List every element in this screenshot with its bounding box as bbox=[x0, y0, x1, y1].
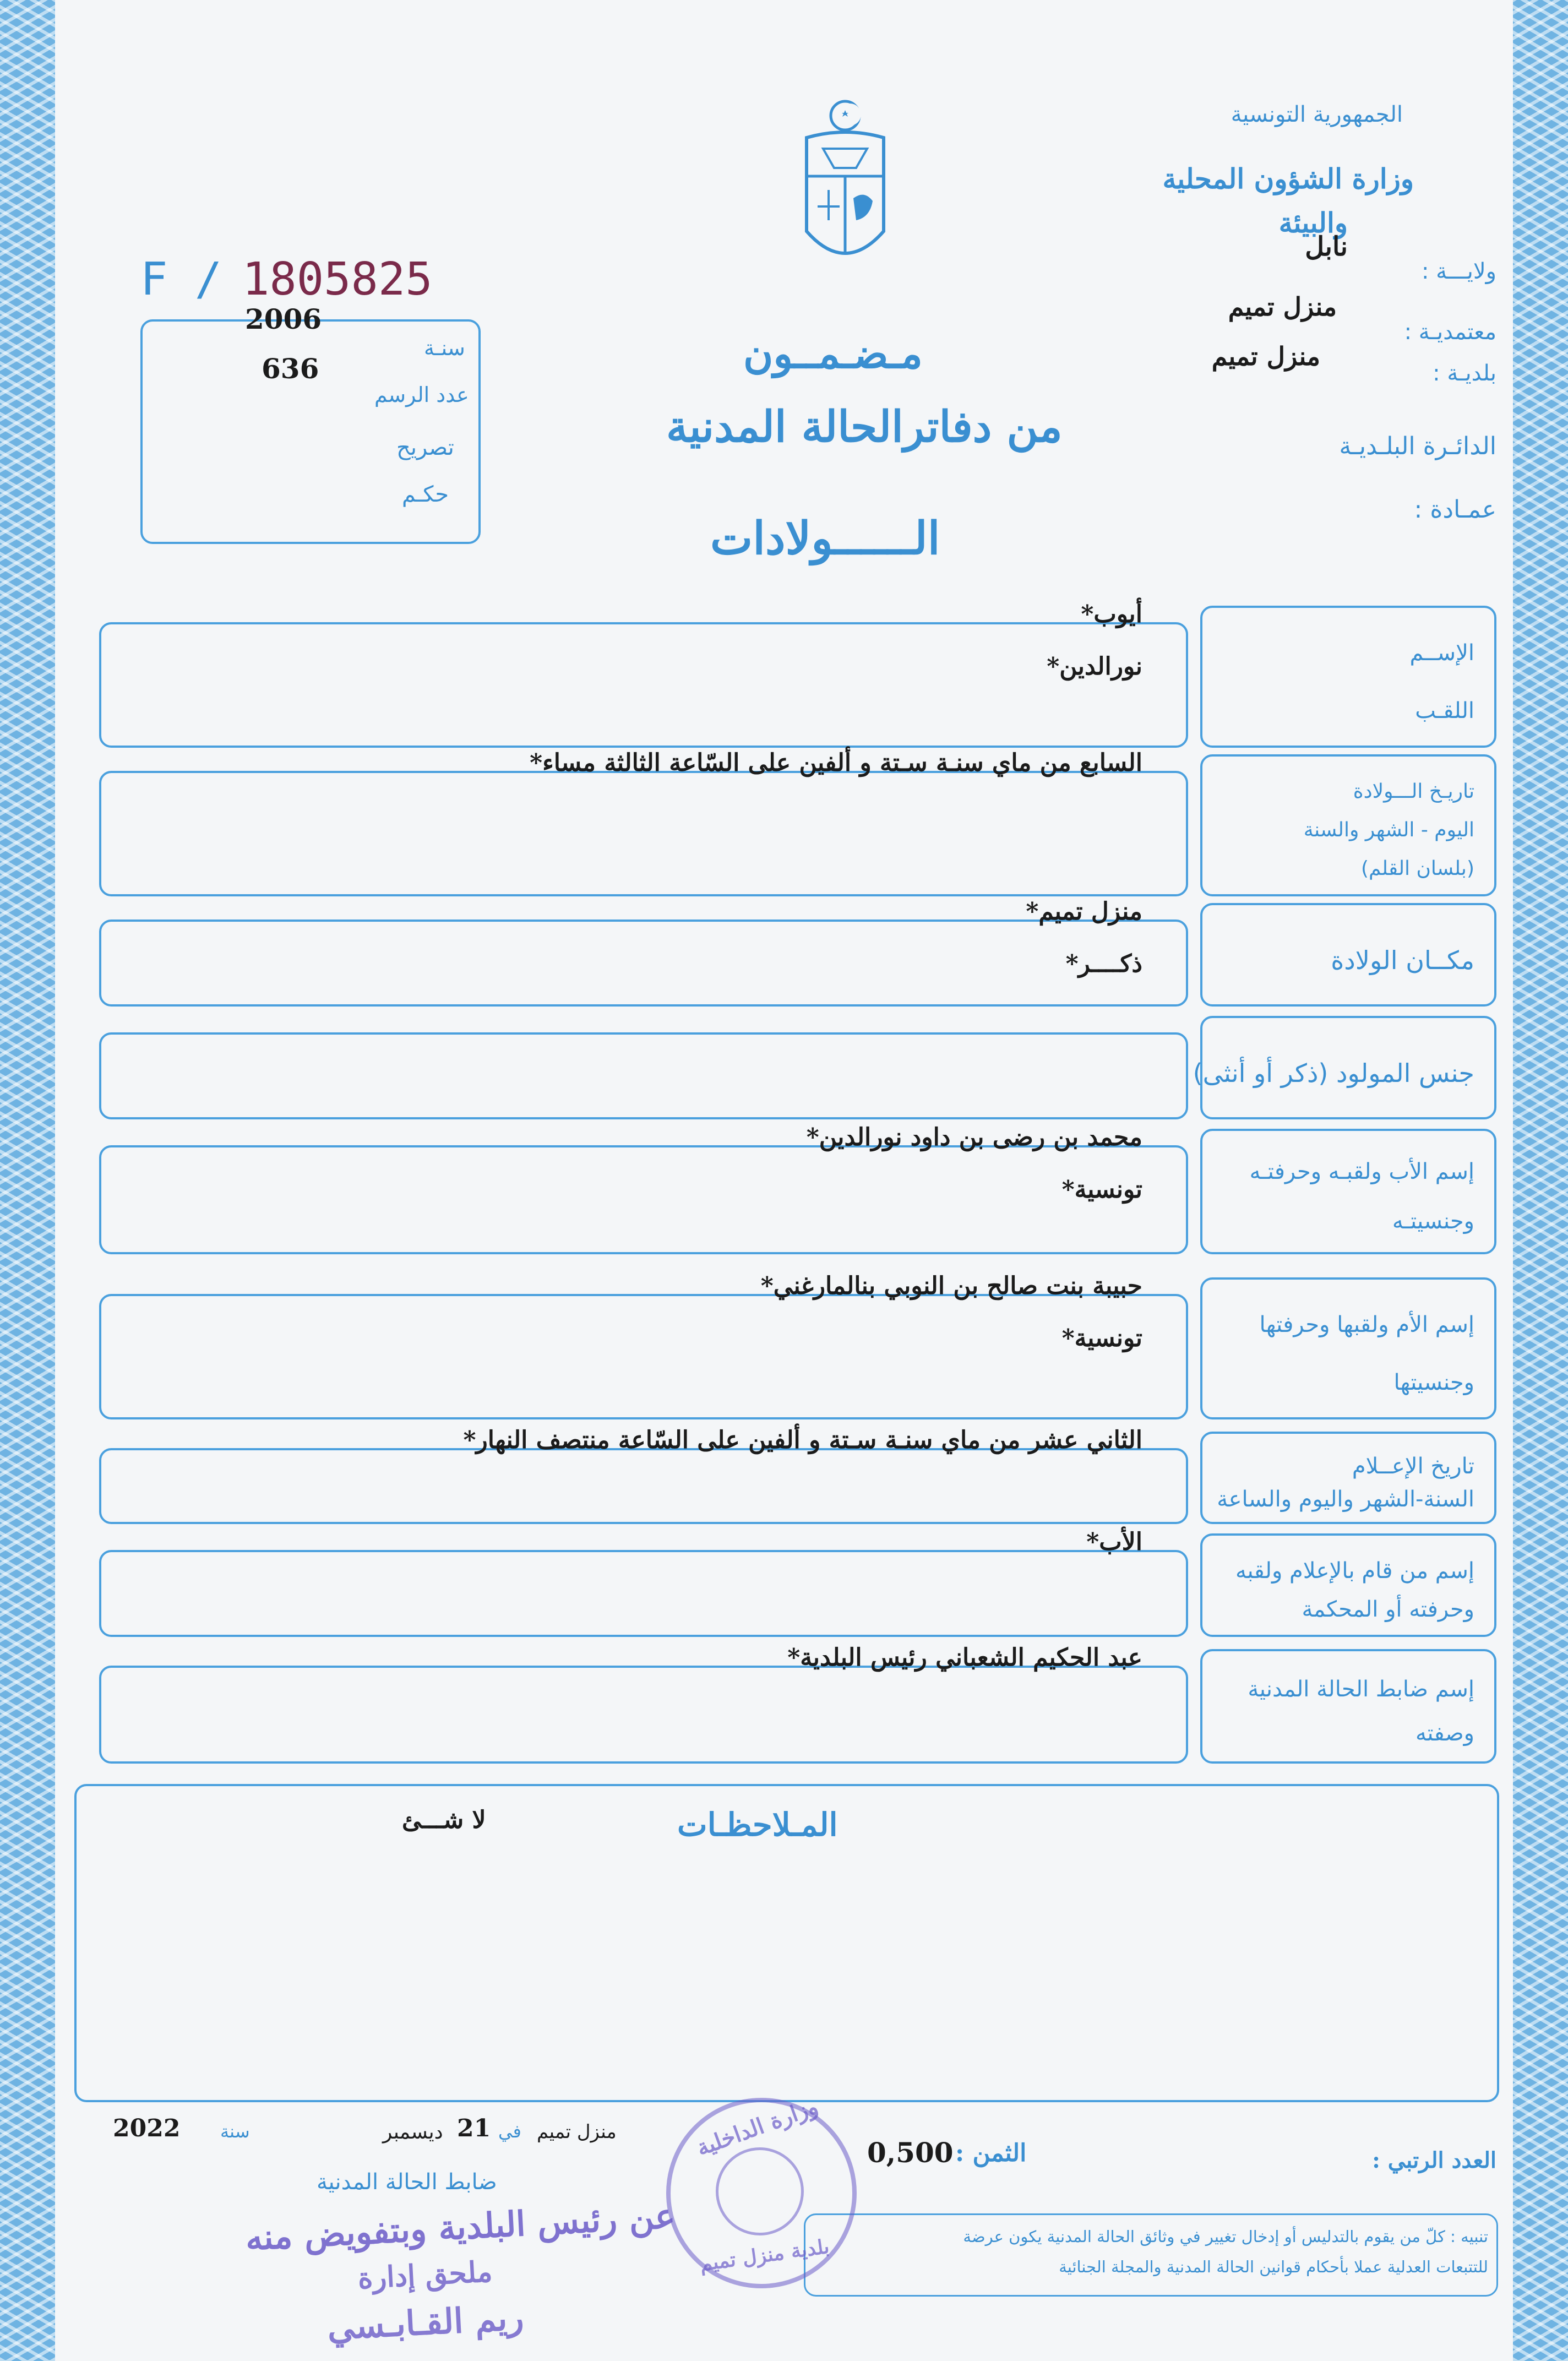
row-7-value-line-1: الثاني عشر من ماي سنـة سـتة و ألفين على السّاعة منتصف النهار* bbox=[463, 1426, 1142, 1454]
right-guilloche-border bbox=[1513, 0, 1568, 2361]
officer-stamp-line1: عن رئيس البلدية وبتفويض منه bbox=[244, 2195, 677, 2259]
row-2-value-box bbox=[99, 771, 1188, 896]
row-1-label-box bbox=[1200, 606, 1496, 748]
price-value: 0,500 bbox=[867, 2136, 954, 2169]
row-7-value-box bbox=[99, 1448, 1188, 1524]
row-1-label-line-2: اللقـب bbox=[1415, 698, 1474, 723]
officer-stamp-line3: ريم القـابـسي bbox=[326, 2297, 525, 2348]
title-line1: مـضـمــون bbox=[743, 330, 923, 378]
row-3-value-line-1: منزل تميم* bbox=[1026, 897, 1142, 926]
row-6-value-line-2: تونسية* bbox=[1061, 1324, 1142, 1352]
delegation-label: معتمديـة : bbox=[1404, 319, 1496, 345]
registration-number-label: عدد الرسم bbox=[374, 383, 469, 407]
row-1-value-line-1: أيوب* bbox=[1081, 600, 1142, 628]
row-4-label-line-1: جنس المولود (ذكر أو أنثى) bbox=[1193, 1058, 1474, 1088]
tunisia-coat-of-arms-icon bbox=[793, 94, 897, 281]
footer-month: ديسمبر bbox=[383, 2121, 443, 2144]
row-8-label-line-1: إسم من قام بالإعلام ولقبه bbox=[1235, 1558, 1474, 1584]
row-6-value-line-1: حبيبة بنت صالح بن النوبي بنالمارغني* bbox=[760, 1272, 1142, 1300]
footer-day: 21 bbox=[457, 2114, 491, 2142]
serial-prefix: F / bbox=[140, 253, 222, 306]
row-9-value-box bbox=[99, 1666, 1188, 1764]
remarks-label: المـلاحظـات bbox=[677, 1806, 838, 1843]
row-7-label-line-2: السنة-الشهر واليوم والساعة bbox=[1217, 1487, 1474, 1512]
round-stamp-top-text: وزارة الداخلية bbox=[693, 2093, 821, 2162]
notice-line1: تنبيه : كلّ من يقوم بالتدليس أو إدخال تغيير في وثائق الحالة المدنية يكون عرضة bbox=[963, 2227, 1488, 2246]
row-6-label-line-1: إسم الأم ولقبها وحرفتها bbox=[1259, 1312, 1474, 1337]
wilaya-label: ولايـــة : bbox=[1421, 259, 1496, 284]
row-7-label-line-1: تاريخ الإعــلام bbox=[1352, 1454, 1474, 1479]
registration-number-value: 636 bbox=[262, 352, 319, 385]
municipality-label: بلديـة : bbox=[1433, 361, 1496, 386]
wilaya-value: نابل bbox=[1305, 231, 1348, 262]
serial-number-label: العدد الرتبي : bbox=[1372, 2147, 1496, 2173]
delegation-value: منزل تميم bbox=[1228, 292, 1337, 322]
row-9-label-line-2: وصفته bbox=[1415, 1721, 1474, 1746]
officer-signature-stamp bbox=[244, 2193, 677, 2361]
row-9-label-box bbox=[1200, 1649, 1496, 1764]
row-3-value-line-2: ذكــــر* bbox=[1065, 950, 1142, 978]
section-title-births: الــــــولادات bbox=[710, 512, 940, 565]
row-5-label-line-1: إسم الأب ولقبـه وحرفتـه bbox=[1249, 1159, 1474, 1184]
ministry-line2: والبيئة bbox=[1278, 206, 1348, 239]
row-8-label-line-2: وحرفته أو المحكمة bbox=[1302, 1597, 1474, 1622]
notice-box bbox=[804, 2213, 1498, 2297]
row-2-label-line-3: (بلسان القلم) bbox=[1360, 857, 1474, 880]
notice-line2: للتتبعات العدلية عملا بأحكام قوانين الحالة المدنية والمجلة الجنائية bbox=[1059, 2257, 1488, 2276]
row-6-value-box bbox=[99, 1294, 1188, 1419]
row-3-value-box bbox=[99, 920, 1188, 1007]
row-8-value-box bbox=[99, 1550, 1188, 1637]
title-line2: من دفاترالحالة المدنية bbox=[666, 402, 1063, 452]
row-1-value-line-2: نورالدين* bbox=[1047, 652, 1142, 681]
row-9-value-line-1: عبد الحكيم الشعباني رئيس البلدية* bbox=[787, 1644, 1142, 1672]
declaration-label: تصريح bbox=[396, 435, 454, 460]
row-5-label-box bbox=[1200, 1129, 1496, 1254]
footer-on-label: في bbox=[498, 2121, 521, 2142]
officer-stamp-line2: ملحق إدارة bbox=[357, 2255, 493, 2295]
price-label: الثمن : bbox=[955, 2139, 1027, 2167]
omda-label: عمـادة : bbox=[1414, 496, 1496, 524]
row-5-label-line-2: وجنسيتـه bbox=[1392, 1209, 1474, 1234]
municipality-value: منزل تميم bbox=[1211, 341, 1320, 371]
row-1-label-line-1: الإســم bbox=[1409, 640, 1474, 666]
footer-year-label: سنة bbox=[220, 2121, 250, 2142]
officer-title: ضابط الحالة المدنية bbox=[317, 2169, 497, 2195]
ministry-line1: وزارة الشؤون المحلية bbox=[1162, 162, 1414, 195]
footer-place: منزل تميم bbox=[537, 2121, 617, 2143]
serial-number: 1805825 bbox=[242, 253, 433, 306]
row-6-label-line-2: وجنسيتها bbox=[1393, 1369, 1474, 1395]
row-5-value-line-1: محمد بن رضى بن داود نورالدين* bbox=[806, 1123, 1142, 1151]
republic-name: الجمهورية التونسية bbox=[1231, 102, 1403, 127]
row-2-label-line-2: اليوم - الشهر والسنة bbox=[1303, 819, 1474, 841]
left-guilloche-border bbox=[0, 0, 55, 2361]
row-5-value-line-2: تونسية* bbox=[1061, 1176, 1142, 1204]
ministry-round-stamp-inner bbox=[716, 2147, 804, 2235]
row-8-value-line-1: الأب* bbox=[1086, 1528, 1142, 1556]
row-6-label-box bbox=[1200, 1277, 1496, 1419]
remarks-value: لا شـــئ bbox=[402, 1806, 486, 1834]
year-value: 2006 bbox=[245, 303, 322, 335]
row-2-value-line-1: السابع من ماي سنـة سـتة و ألفين على السّاعة الثالثة مساء* bbox=[530, 749, 1142, 777]
row-4-value-box bbox=[99, 1032, 1188, 1119]
round-stamp-bottom-text: بلدية منزل تميم bbox=[698, 2234, 831, 2276]
row-1-value-box bbox=[99, 622, 1188, 748]
ruling-label: حكـم bbox=[402, 482, 449, 507]
row-9-label-line-1: إسم ضابط الحالة المدنية bbox=[1248, 1677, 1474, 1702]
row-5-value-box bbox=[99, 1145, 1188, 1254]
year-label: سنـة bbox=[424, 336, 465, 360]
row-2-label-line-1: تاريـخ الـــولادة bbox=[1353, 780, 1474, 803]
row-3-label-line-1: مكــان الولادة bbox=[1331, 945, 1474, 975]
municipal-district-label: الدائـرة البلـديـة bbox=[1339, 432, 1496, 460]
footer-year-value: 2022 bbox=[113, 2114, 181, 2142]
